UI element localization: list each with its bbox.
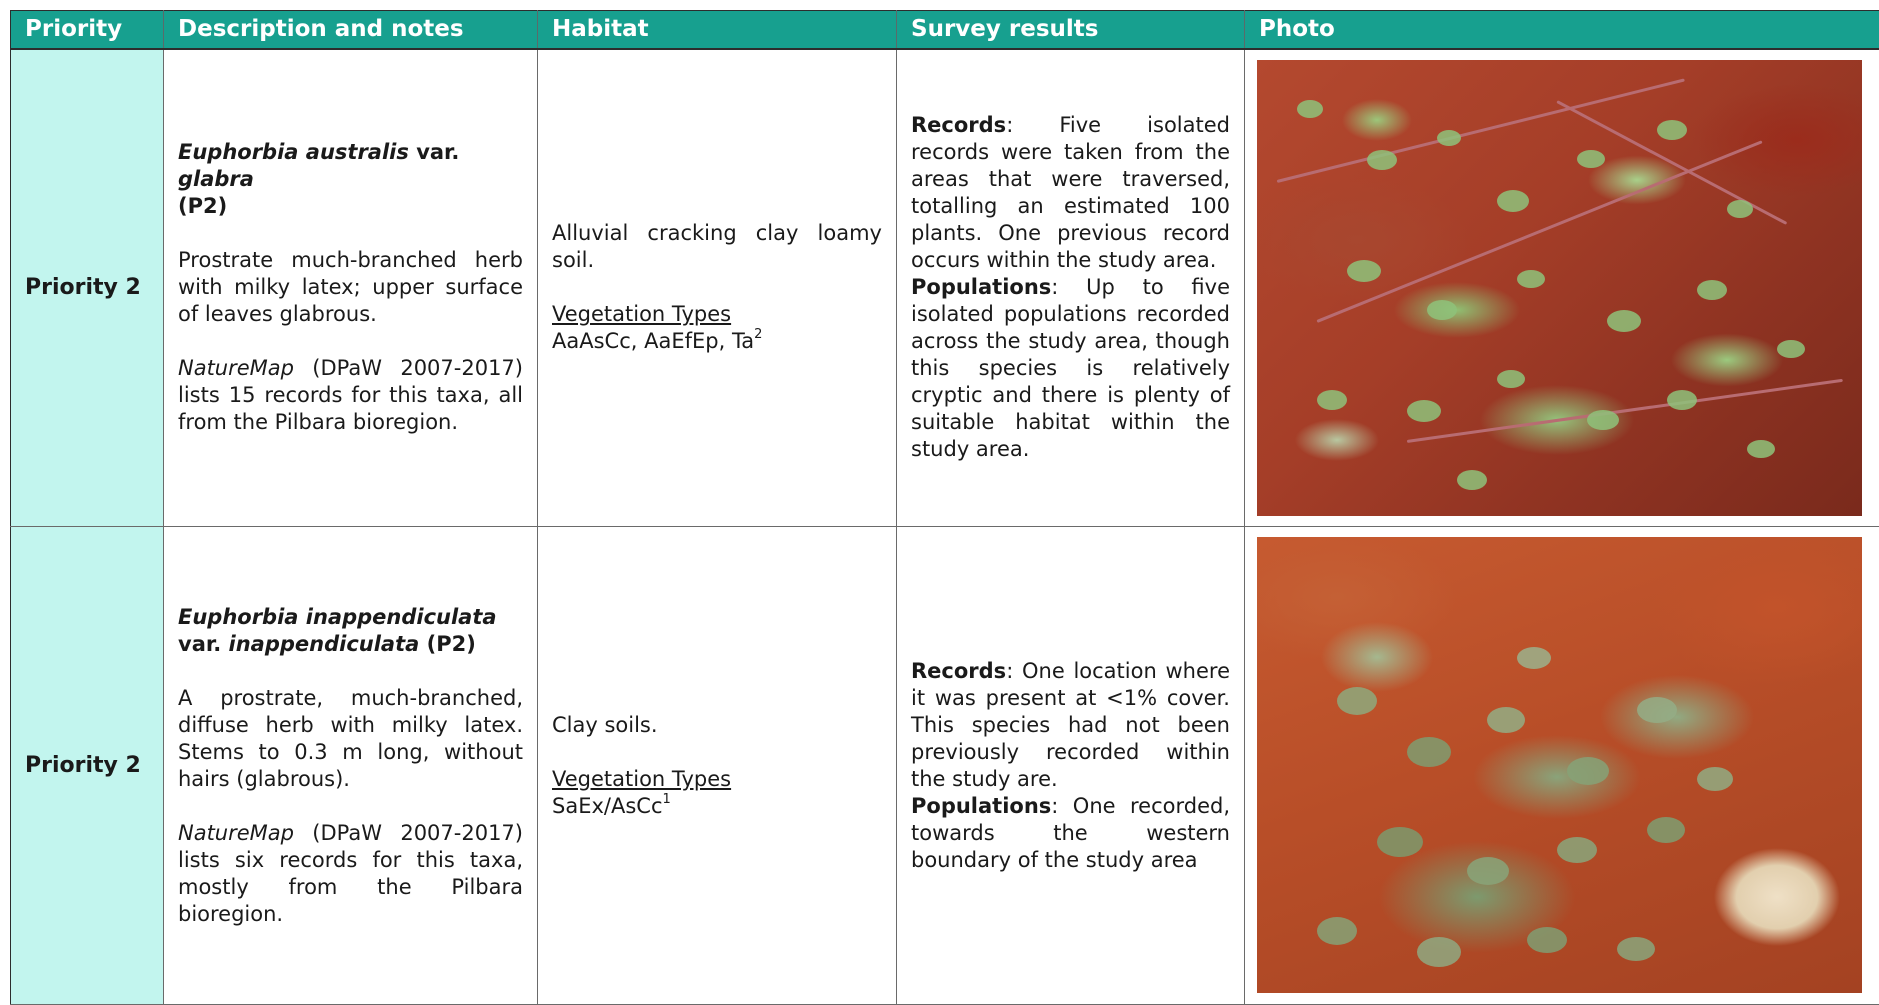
naturemap-source: NatureMap (178, 821, 294, 845)
survey-populations: Populations: One recorded, towards the western boundary of the study area (911, 793, 1230, 874)
species-photo (1257, 537, 1862, 993)
species-photo (1257, 60, 1862, 516)
table-row (11, 527, 1879, 1005)
photo-cell (1245, 49, 1879, 527)
survey-results-cell (897, 527, 1245, 1005)
naturemap-note: NatureMap (DPaW 2007-2017) lists 15 records for this taxa, all from the Pilbara bioregion. (178, 355, 523, 436)
priority-species-table (10, 10, 1879, 1005)
header-habitat: Habitat (538, 11, 897, 49)
survey-records: Records: One location where it was present at <1% cover. This species had not been previously recorded within the study are. (911, 658, 1230, 793)
species-name: Euphorbia inappendiculata var. inappendiculata (P2) (178, 604, 523, 658)
description-cell (164, 49, 538, 527)
habitat-cell (538, 527, 897, 1005)
priority-cell: Priority 2 (11, 527, 164, 1005)
habitat-cell (538, 49, 897, 527)
priority-cell: Priority 2 (11, 49, 164, 527)
species-description: Prostrate much-branched herb with milky latex; upper surface of leaves glabrous. (178, 247, 523, 328)
habitat-soil: Alluvial cracking clay loamy soil. (552, 220, 882, 274)
page-margin (0, 0, 1879, 10)
table-row (11, 49, 1879, 527)
header-priority: Priority (11, 11, 164, 49)
naturemap-note: NatureMap (DPaW 2007-2017) lists six records for this taxa, mostly from the Pilbara bioregion. (178, 820, 523, 928)
species-description: A prostrate, much-branched, diffuse herb with milky latex. Stems to 0.3 m long, without hairs (glabrous). (178, 685, 523, 793)
survey-records: Records: Five isolated records were taken from the areas that were traversed, totalling an estimated 100 plants. One previous record occurs within the study area. (911, 112, 1230, 274)
vegetation-types: SaEx/AsCc$^1$ (552, 793, 882, 820)
photo-cell (1245, 527, 1879, 1005)
vegetation-types: AaAsCc, AaEfEp, Ta$^2$ (552, 328, 882, 355)
survey-populations: Populations: Up to five isolated populations recorded across the study area, though this species is relatively cryptic and there is plenty of suitable habitat within the study area. (911, 274, 1230, 463)
naturemap-source: NatureMap (178, 356, 294, 380)
vegetation-types-heading: Vegetation Types (552, 301, 882, 328)
habitat-soil: Clay soils. (552, 712, 882, 739)
vegetation-types-heading: Vegetation Types (552, 766, 882, 793)
header-description: Description and notes (164, 11, 538, 49)
species-name: Euphorbia australis var. glabra (P2) (178, 139, 523, 220)
description-cell (164, 527, 538, 1005)
survey-results-cell (897, 49, 1245, 527)
header-photo: Photo (1245, 11, 1879, 49)
table-header-row (11, 11, 1879, 49)
header-survey-results: Survey results (897, 11, 1245, 49)
